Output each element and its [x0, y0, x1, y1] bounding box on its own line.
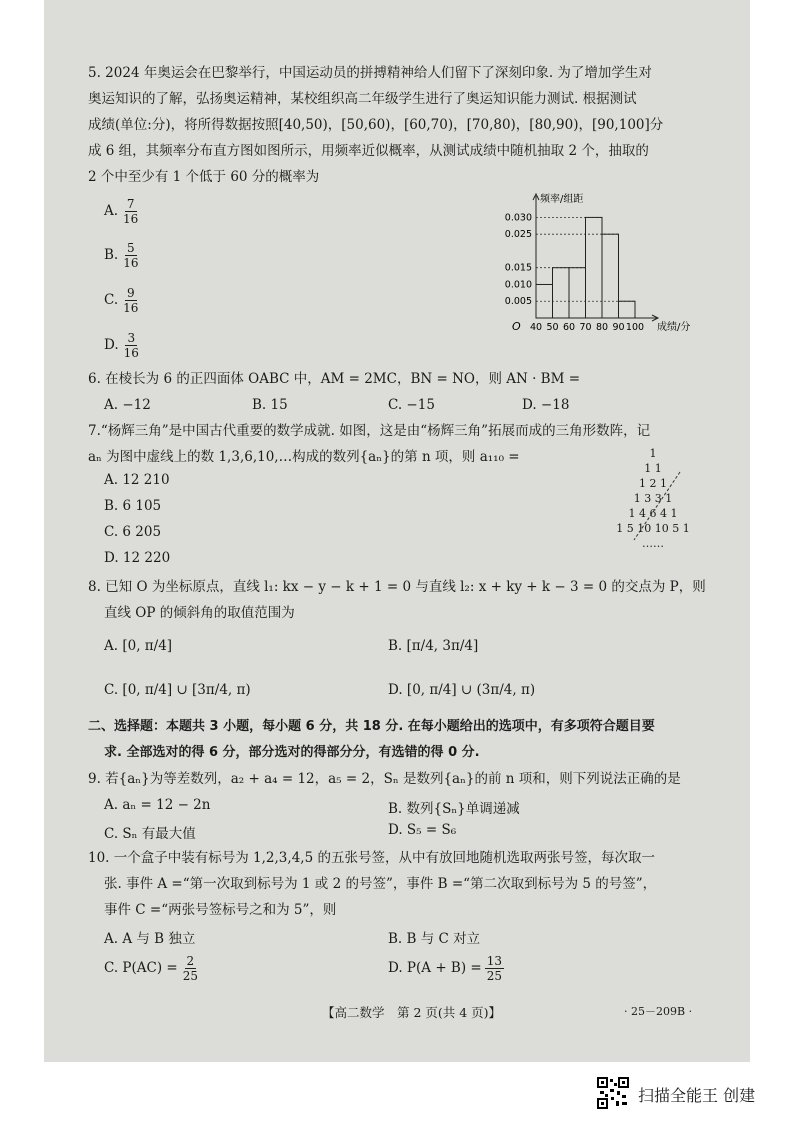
- triangle-dashed-line: [628, 468, 688, 548]
- y-tick-label: 0.010: [504, 279, 532, 291]
- q9-option-b: B. 数列{Sₙ}单调递减: [388, 801, 520, 817]
- q8-option-b: B. [π/4, 3π/4]: [388, 638, 479, 654]
- q10-option-b: B. B 与 C 对立: [388, 931, 481, 947]
- page-footer: 【高二数学 第 2 页(共 4 页)】: [322, 1005, 502, 1020]
- q6-option-c: C. −15: [388, 397, 435, 413]
- x-tick-label: 70: [579, 322, 592, 333]
- q7-line: 7.“杨辉三角”是中国古代重要的数学成就. 如图，这是由“杨辉三角”拓展而成的三角形数阵，记: [88, 423, 651, 439]
- q8-option-a: A. [0, π/4]: [104, 638, 173, 654]
- q9-option-c: C. Sₙ 有最大值: [104, 826, 196, 842]
- x-tick-label: 80: [595, 322, 609, 333]
- q8-line: 直线 OP 的倾斜角的取值范围为: [104, 605, 295, 621]
- q5-line: 5. 2024 年奥运会在巴黎举行，中国运动员的拼搏精神给人们留下了深刻印象. 为了增加学生对: [88, 65, 652, 81]
- q7-option-d: D. 12 220: [104, 550, 171, 566]
- q7-option-a: A. 12 210: [104, 472, 170, 488]
- x-axis-label: 成绩/分: [657, 322, 691, 333]
- x-tick-label: 100: [625, 322, 645, 333]
- q5-line: 2 个中至少有 1 个低于 60 分的概率为: [88, 169, 320, 185]
- x-tick-label: 60: [562, 322, 576, 333]
- y-tick-label: 0.005: [504, 296, 532, 308]
- q10-option-c: C. P(AC) = $\frac{2}{25}$: [104, 954, 199, 983]
- q5-line: 成 6 组，其频率分布直方图如图所示，用频率近似概率，从测试成绩中随机抽取 2 个，抽取的: [88, 143, 649, 159]
- triangle-row: 1 2 1: [639, 477, 667, 490]
- triangle-row: 1: [649, 447, 657, 460]
- q7-line: aₙ 为图中虚线上的数 1,3,6,10,…构成的数列{aₙ}的第 n 项，则 a₁₁₀ =: [88, 449, 520, 465]
- q5-option-a: A. $\frac{7}{16}$: [104, 197, 139, 226]
- y-axis-label: 频率/组距: [540, 194, 584, 205]
- x-tick-label: 90: [612, 322, 625, 333]
- histogram-bar: [553, 268, 570, 318]
- q5-line: 成绩(单位:分)，将所得数据按照[40,50)，[50,60)，[60,70)，[70,80)，[80,90)，[90,100]分: [88, 117, 664, 133]
- q5-option-c: C. $\frac{9}{16}$: [104, 286, 139, 315]
- y-tick-label: 0.025: [504, 229, 532, 241]
- triangle-row: 1 3 3 1: [633, 492, 673, 505]
- triangle-row: 1 5 10 10 5 1: [616, 522, 690, 535]
- q8-line: 8. 已知 O 为坐标原点，直线 l₁: kx − y − k + 1 = 0 与直线 l₂: x + ky + k − 3 = 0 的交点为 P，则: [88, 579, 706, 595]
- triangle-row: ……: [642, 537, 664, 550]
- qr-code-icon: [597, 1077, 629, 1109]
- section-2-line: 求. 全部选对的得 6 分，部分选对的得部分分，有选错的得 0 分.: [104, 745, 480, 760]
- q5-option-b: B. $\frac{5}{16}$: [104, 241, 139, 270]
- paper-code: · 25－209B ·: [624, 1005, 693, 1018]
- histogram-bar: [602, 234, 619, 318]
- histogram-bar: [569, 268, 586, 318]
- q8-option-d: D. [0, π/4] ∪ (3π/4, π): [388, 682, 536, 698]
- q6-stem: 6. 在棱长为 6 的正四面体 OABC 中，AM = 2MC，BN = NO，则 AN · BM =: [88, 371, 581, 387]
- triangle-row: 1 1: [644, 462, 662, 475]
- q10-option-d: D. P(A + B) = $\frac{13}{25}$: [388, 954, 502, 983]
- x-tick-label: 40: [529, 322, 543, 333]
- q9-stem: 9. 若{aₙ}为等差数列，a₂ + a₄ = 12，a₅ = 2，Sₙ 是数列{aₙ}的前 n 项和，则下列说法正确的是: [88, 771, 681, 787]
- section-2-line: 二、选择题：本题共 3 小题，每小题 6 分，共 18 分. 在每小题给出的选项中，有多项符合题目要: [88, 719, 655, 734]
- frequency-histogram: [490, 190, 710, 340]
- q10-line: 10. 一个盒子中装有标号为 1,2,3,4,5 的五张号签，从中有放回地随机选取两张号签，每次取一: [88, 850, 655, 866]
- q9-option-a: A. aₙ = 12 − 2n: [104, 797, 211, 813]
- y-tick-label: 0.030: [504, 212, 532, 224]
- q7-option-c: C. 6 205: [104, 524, 162, 540]
- q10-line: 张. 事件 A =“第一次取到标号为 1 或 2 的号签”，事件 B =“第二次取到标号为 5 的号签”，: [104, 876, 657, 892]
- triangle-row: 1 4 6 4 1: [628, 507, 678, 520]
- histogram-bar: [619, 301, 636, 318]
- q5-option-d: D. $\frac{3}{16}$: [104, 331, 139, 360]
- q5-line: 奥运知识的了解，弘扬奥运精神，某校组织高二年级学生进行了奥运知识能力测试. 根据测试: [88, 91, 637, 107]
- q9-option-d: D. S₅ = S₆: [388, 822, 457, 838]
- origin-label: O: [512, 320, 521, 333]
- q6-option-a: A. −12: [104, 397, 151, 413]
- q10-option-a: A. A 与 B 独立: [104, 931, 196, 947]
- y-tick-label: 0.015: [504, 262, 532, 274]
- q6-option-d: D. −18: [522, 397, 570, 413]
- scanner-brand-text: 扫描全能王 创建: [638, 1086, 756, 1105]
- histogram-bar: [586, 217, 603, 318]
- q7-option-b: B. 6 105: [104, 498, 162, 514]
- q6-option-b: B. 15: [252, 397, 288, 413]
- x-tick-label: 50: [546, 322, 559, 333]
- q10-line: 事件 C =“两张号签标号之和为 5”，则: [104, 902, 337, 918]
- q8-option-c: C. [0, π/4] ∪ [3π/4, π): [104, 682, 251, 698]
